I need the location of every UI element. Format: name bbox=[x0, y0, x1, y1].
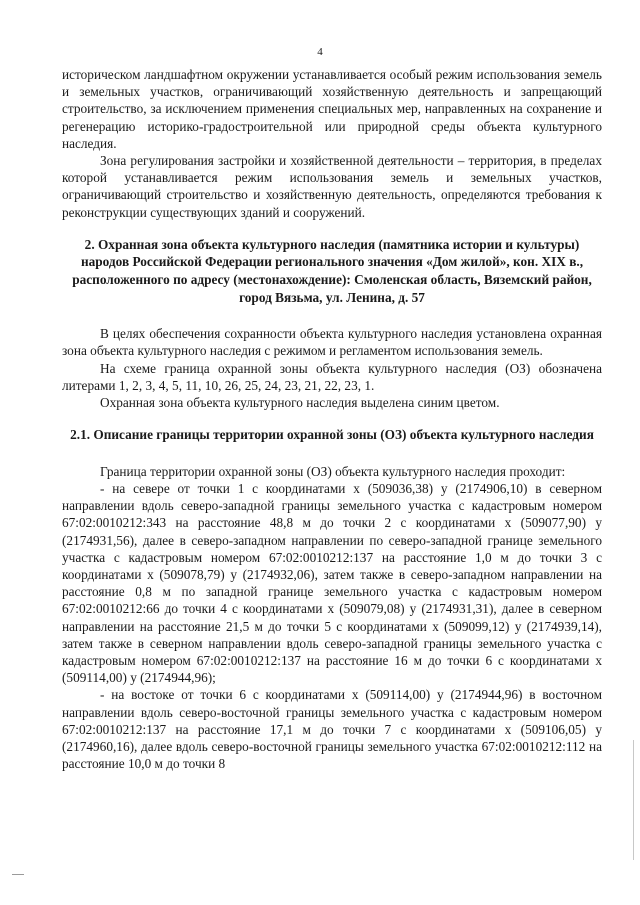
page-number: 4 bbox=[317, 46, 323, 58]
section-2-1-paragraph-1: Граница территории охранной зоны (ОЗ) объекта культурного наследия проходит: bbox=[100, 463, 566, 479]
section-2-1-paragraph-east: - на востоке от точки 6 с координатами х (509114,00) у (2174944,96) в восточном направлении вдоль северо-восточной границы земельного участка с кадастровым номером 67:02:0010212:137 на расстояние 17,1 м до точки 7 с координатами х (509106,05) у (2174960,16), далее вдоль северо-восточной границы земельного участка 67:02:0010212:112 на расстояние 10,0 м до точки 8 bbox=[62, 687, 602, 772]
section-2-paragraph-1: В целях обеспечения сохранности объекта культурного наследия установлена охранная зона объекта культурного наследия с режимом и регламентом использования земель. bbox=[62, 326, 602, 359]
scan-edge-shadow bbox=[633, 740, 634, 860]
intro-paragraph-2: Зона регулирования застройки и хозяйственной деятельности – территория, в пределах которой устанавливается режим использования земель и земельных участков, ограничивающий строительство и хозяйственную деятельность, определяются требования к реконструкции существующих зданий и сооружений. bbox=[62, 153, 602, 220]
section-2-paragraph-3: Охранная зона объекта культурного наследия выделена синим цветом. bbox=[100, 395, 500, 411]
section-2-1-paragraph-north: - на севере от точки 1 с координатами х (509036,38) у (2174906,10) в северном направлении вдоль северо-западной границы земельного участка с кадастровым номером 67:02:0010212:343 на расстояние 48,8 м до точки 2 с координатами х (509077,90) у (2174931,56), далее в северо-западном направлении по северо-западной границе земельного участка с кадастровым номером 67:02:0010212:137 на расстояние 1,0 м до точки 3 с координатами х (509078,79) у (2174932,06), затем также в северо-западном направлении на расстояние 0,8 м по западной границе земельного участка с кадастровым номером 67:02:0010212:66 до точки 4 с координатами х (509079,08) у (2174931,31), далее в северном направлении на расстояние 21,5 м до точки 5 с координатами х (509099,12) у (2174939,14), затем также в северном направлении вдоль северо-западной границы земельного участка с кадастровым номером 67:02:0010212:137 на расстояние 16 м до точки 6 с координатами х (509114,00) у (2174944,96); bbox=[62, 481, 602, 686]
section-2-paragraph-2: На схеме граница охранной зоны объекта культурного наследия (ОЗ) обозначена литерами 1, 2, 3, 4, 5, 11, 10, 26, 25, 24, 23, 21, 22, 23, 1. bbox=[62, 360, 602, 393]
scan-edge-mark bbox=[12, 874, 24, 875]
section-2-heading: 2. Охранная зона объекта культурного наследия (памятника истории и культуры) народов Российской Федерации регионального значения «Дом жилой», кон. XIX в., расположенного по адресу (местонахождение): Смоленская область, Вяземский район, город Вязьма, ул. Ленина, д. 57 bbox=[72, 236, 592, 305]
intro-paragraph-1: историческом ландшафтном окружении устанавливается особый режим использования земель и земельных участков, ограничивающий хозяйственную деятельность и запрещающий строительство, за исключением применения специальных мер, направленных на сохранение и регенерацию историко-градостроительной или природной среды объекта культурного наследия. bbox=[62, 67, 602, 151]
section-2-1-heading: 2.1. Описание границы территории охранной зоны (ОЗ) объекта культурного наследия bbox=[70, 427, 594, 443]
page-content bbox=[62, 66, 602, 772]
